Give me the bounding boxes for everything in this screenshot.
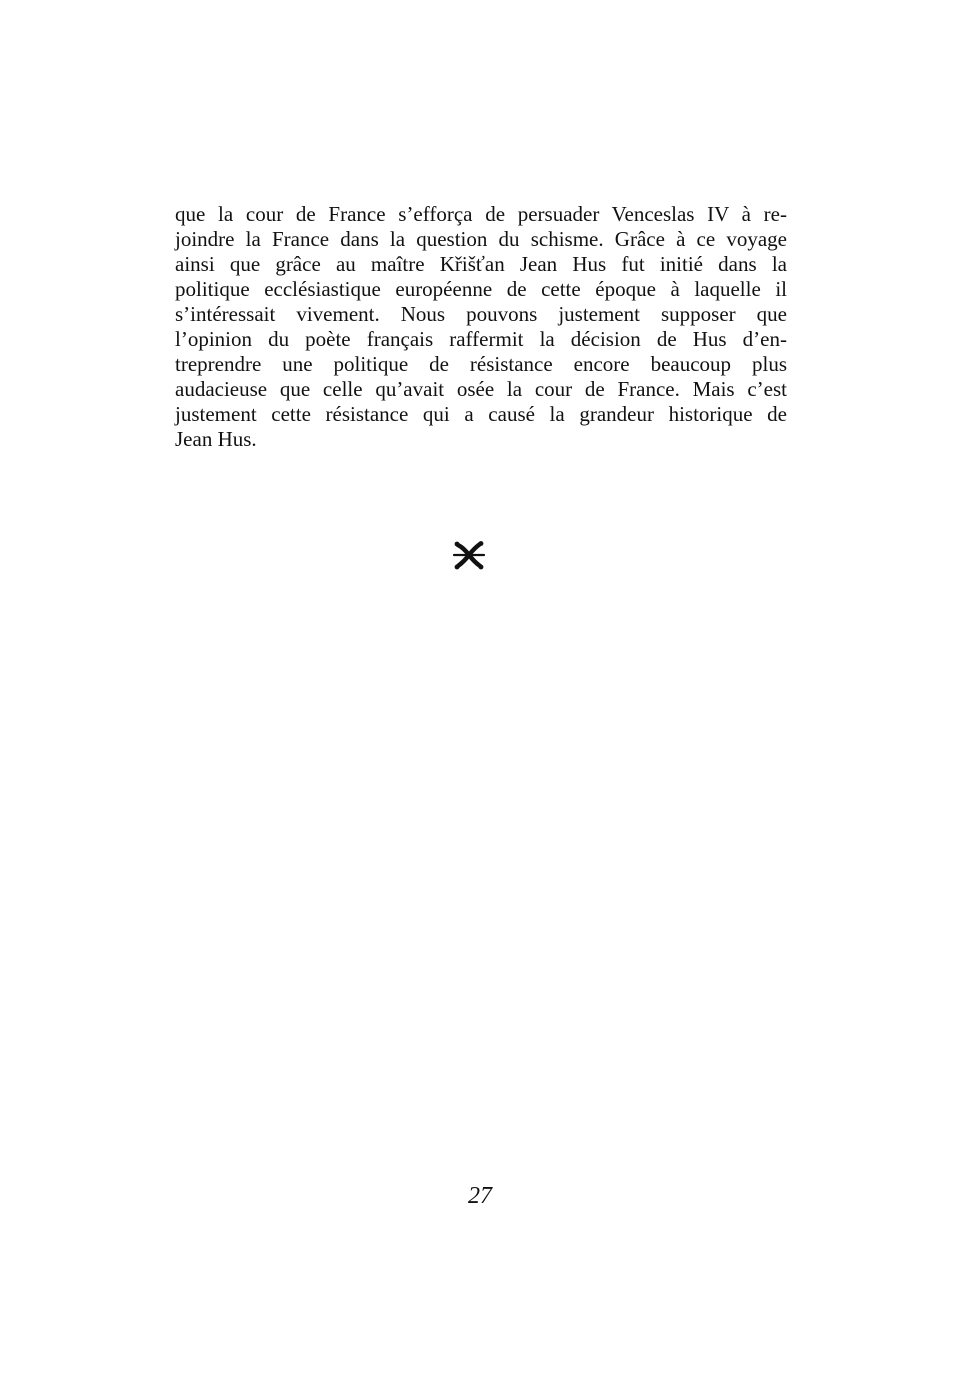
text-line: treprendre une politique de résistance encore beaucoup plus [175, 352, 787, 376]
text-line: politique ecclésiastique européenne de cette époque à laquelle il [175, 277, 787, 301]
body-paragraph [175, 202, 787, 452]
text-line: justement cette résistance qui a causé la grandeur historique de [175, 402, 787, 426]
text-line: joindre la France dans la question du schisme. Grâce à ce voyage [175, 227, 787, 251]
text-line: l’opinion du poète français raffermit la décision de Hus d’en- [175, 327, 787, 351]
text-line: audacieuse que celle qu’avait osée la cour de France. Mais c’est [175, 377, 787, 401]
text-line: s’intéressait vivement. Nous pouvons justement supposer que [175, 302, 787, 326]
text-line: que la cour de France s’efforça de persuader Venceslas IV à re- [175, 202, 787, 226]
crossed-fleuron-icon [452, 538, 486, 572]
text-line: ainsi que grâce au maître Křišťan Jean Hus fut initié dans la [175, 252, 787, 276]
text-line: Jean Hus. [175, 427, 257, 451]
page-number: 27 [468, 1183, 492, 1209]
